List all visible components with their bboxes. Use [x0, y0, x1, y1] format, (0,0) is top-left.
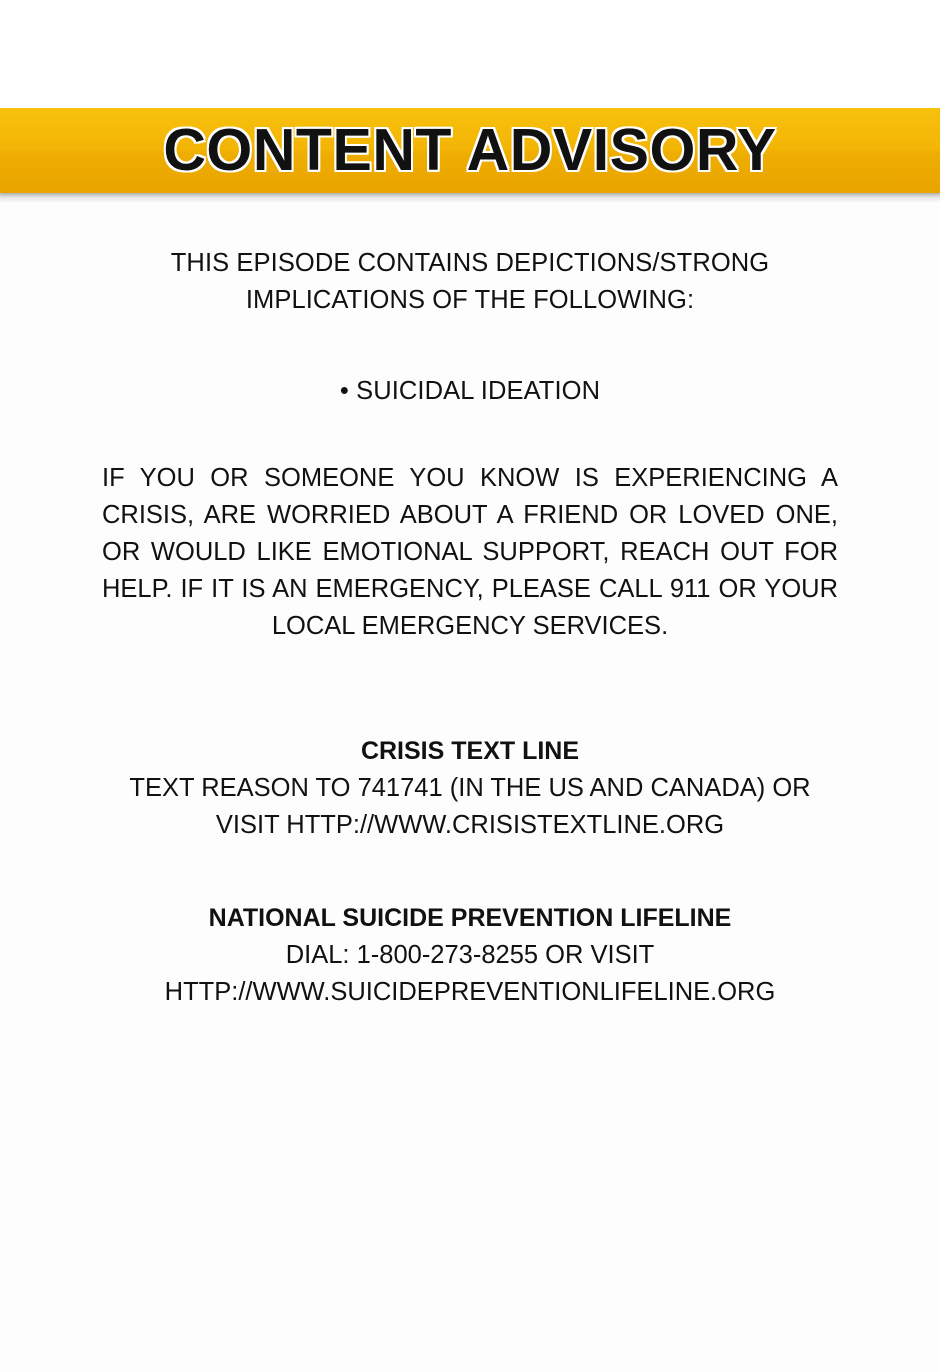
resource-details: DIAL: 1-800-273-8255 OR VISIT HTTP://WWW.SUICIDEPREVENTIONLIFELINE.ORG [164, 941, 776, 1006]
resource-name: NATIONAL SUICIDE PREVENTION LIFELINE [208, 904, 732, 932]
banner-shadow [0, 193, 940, 203]
advisory-intro-text: THIS EPISODE CONTAINS DEPICTIONS/STRONG IMPLICATIONS OF THE FOLLOWING: [170, 249, 770, 314]
top-margin [0, 0, 940, 108]
crisis-help-paragraph: IF YOU OR SOMEONE YOU KNOW IS EXPERIENCING A CRISIS, ARE WORRIED ABOUT A FRIEND OR LOVED ONE, OR WOULD LIKE EMOTIONAL SUPPORT, REACH OUT FOR HELP. IF IT IS AN EMERGENCY, PLEASE CALL 911 OR YOUR LOCAL EMERGENCY SERVICES. [102, 464, 838, 640]
advisory-banner [0, 108, 940, 193]
advisory-content [0, 203, 940, 1011]
list-item: • SUICIDAL IDEATION [339, 377, 601, 405]
resource-crisis-text-line [100, 733, 840, 844]
banner-title: CONTENT ADVISORY [163, 117, 777, 183]
advisory-item-list [100, 373, 840, 410]
resource-national-suicide-prevention-lifeline [100, 900, 840, 1011]
resource-name: CRISIS TEXT LINE [360, 737, 580, 765]
resource-details: TEXT REASON TO 741741 (IN THE US AND CANADA) OR VISIT HTTP://WWW.CRISISTEXTLINE.ORG [129, 774, 811, 839]
